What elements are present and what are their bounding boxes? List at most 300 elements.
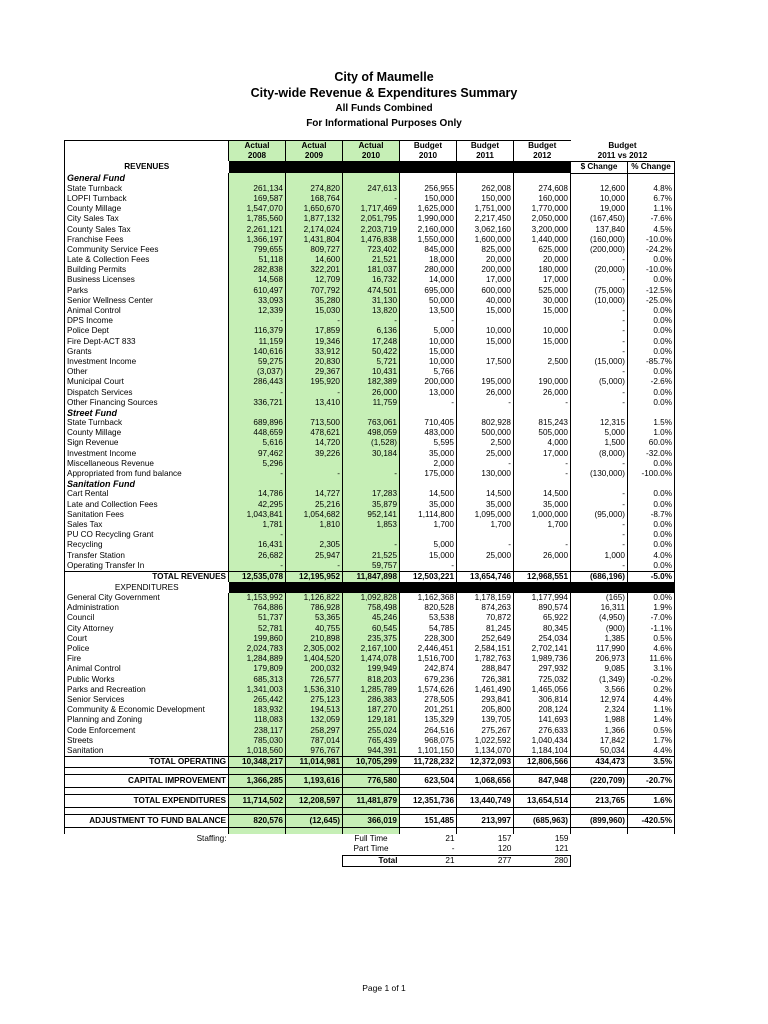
cell: 200,000 (400, 377, 457, 387)
col-pct-change: % Change (628, 161, 675, 173)
cell: 5,616 (229, 438, 286, 448)
cell: -1.1% (628, 624, 675, 634)
cell: 15,030 (286, 306, 343, 316)
cell: 258,297 (286, 725, 343, 735)
total-revenues-row (65, 571, 675, 582)
table-row (65, 705, 675, 715)
cell: 15,000 (514, 337, 571, 347)
table-row (65, 296, 675, 306)
staffing-type: Total (343, 855, 400, 866)
cell: -0.2% (628, 675, 675, 685)
cell: 150,000 (457, 194, 514, 204)
row-label: Sign Revenue (65, 438, 229, 448)
cell: 610,497 (229, 286, 286, 296)
cell: -32.0% (628, 449, 675, 459)
cell: 11.6% (628, 654, 675, 664)
cell: 1,547,070 (229, 204, 286, 214)
table-row (65, 255, 675, 265)
cell: 26,000 (457, 387, 514, 397)
cell: 0.0% (628, 489, 675, 499)
cell: 169,587 (229, 194, 286, 204)
cell: 14,568 (229, 275, 286, 285)
cell: 1,625,000 (400, 204, 457, 214)
cell: 1,153,992 (229, 593, 286, 603)
cell: 764,886 (229, 603, 286, 613)
cell: -10.0% (628, 265, 675, 275)
cell: 2,203,719 (343, 224, 400, 234)
cell: 25,000 (457, 449, 514, 459)
cell: 17,500 (457, 357, 514, 367)
cell: 1,990,000 (400, 214, 457, 224)
cell: -7.6% (628, 214, 675, 224)
cell: 33,912 (286, 347, 343, 357)
cell: 117,990 (571, 644, 628, 654)
cell: 710,405 (400, 418, 457, 428)
table-row (65, 367, 675, 377)
row-label: Senior Wellness Center (65, 296, 229, 306)
cell: 3.1% (628, 664, 675, 674)
table-row (65, 664, 675, 674)
section-header (65, 173, 675, 184)
cell: 1,114,800 (400, 510, 457, 520)
row-label: Senior Services (65, 695, 229, 705)
table-row (65, 603, 675, 613)
row-label: Sales Tax (65, 520, 229, 530)
cell (286, 530, 343, 540)
table-row (65, 438, 675, 448)
cell: 1,000 (571, 550, 628, 560)
cell: 278,505 (400, 695, 457, 705)
cell: 15,000 (457, 306, 514, 316)
staffing-2011: 120 (497, 844, 512, 854)
cell: 40,000 (457, 296, 514, 306)
cell (514, 530, 571, 540)
cell: 890,574 (514, 603, 571, 613)
cell: 0.0% (628, 316, 675, 326)
cell: 11,014,981 (286, 757, 343, 768)
report-scope: All Funds Combined (335, 103, 433, 114)
row-label: Cart Rental (65, 489, 229, 499)
cell: 15,000 (400, 550, 457, 560)
cell: 2,584,151 (457, 644, 514, 654)
cell: 0.5% (628, 725, 675, 735)
cell: (899,960) (571, 815, 628, 828)
cell: 1.0% (628, 428, 675, 438)
cell: -2.6% (628, 377, 675, 387)
row-label: CAPITAL IMPROVEMENT (65, 775, 229, 788)
cell: 190,000 (514, 377, 571, 387)
spacer-row (65, 808, 675, 815)
staffing-2012: 121 (554, 844, 569, 854)
summary-table (64, 140, 675, 867)
cell: 1,285,789 (343, 685, 400, 695)
cell: 19,346 (286, 337, 343, 347)
cell: 1,054,682 (286, 510, 343, 520)
cell: - (229, 561, 286, 572)
cell: (5,000) (571, 377, 628, 387)
cell: 182,389 (343, 377, 400, 387)
cell: -10.0% (628, 235, 675, 245)
cell: 13,410 (286, 398, 343, 408)
cell: 12,806,566 (514, 757, 571, 768)
cell: 1.6% (628, 795, 675, 808)
cell: 14,000 (400, 275, 457, 285)
cell: 14,500 (457, 489, 514, 499)
cell: 39,226 (286, 449, 343, 459)
cell: 498,059 (343, 428, 400, 438)
cell: 179,809 (229, 664, 286, 674)
cell: 187,270 (343, 705, 400, 715)
cell: 1,770,000 (514, 204, 571, 214)
staffing-row (65, 834, 675, 844)
cell: 723,402 (343, 245, 400, 255)
cell: 17,000 (457, 275, 514, 285)
cell: 13,654,514 (514, 795, 571, 808)
cell: - (514, 540, 571, 550)
row-label: Late and Collection Fees (65, 500, 229, 510)
cell: 1,536,310 (286, 685, 343, 695)
cell: 1,700 (514, 520, 571, 530)
cell: (160,000) (571, 235, 628, 245)
table-row (65, 398, 675, 408)
cell: 0.0% (628, 337, 675, 347)
row-label: State Turnback (65, 184, 229, 194)
staffing-2010: 21 (400, 855, 457, 866)
cell: 80,345 (514, 624, 571, 634)
cell: 141,693 (514, 715, 571, 725)
row-label: Sanitation Fees (65, 510, 229, 520)
cell: 11,847,898 (343, 571, 400, 582)
cell: 1,700 (457, 520, 514, 530)
cell: 293,841 (457, 695, 514, 705)
cell: 785,030 (229, 736, 286, 746)
cell: 0.0% (628, 459, 675, 469)
row-label: Dispatch Services (65, 387, 229, 397)
row-label: Police Dept (65, 326, 229, 336)
cell: 1,341,003 (229, 685, 286, 695)
report-note: For Informational Purposes Only (306, 118, 462, 129)
cell: 264,516 (400, 725, 457, 735)
cell: 205,800 (457, 705, 514, 715)
cell: 1,040,434 (514, 736, 571, 746)
cell: - (571, 347, 628, 357)
cell: (685,963) (514, 815, 571, 828)
cell: 1,101,150 (400, 746, 457, 757)
cell: 200,000 (457, 265, 514, 275)
cell: 4.6% (628, 644, 675, 654)
row-label: Code Enforcement (65, 725, 229, 735)
cell: 1,068,656 (457, 775, 514, 788)
staffing-row (65, 855, 675, 866)
cell: 1,465,056 (514, 685, 571, 695)
cell: 4.4% (628, 746, 675, 757)
section-revenues: REVENUES (65, 161, 229, 173)
row-label: Community Service Fees (65, 245, 229, 255)
cell: - (571, 255, 628, 265)
cell: 4.4% (628, 695, 675, 705)
cell: 14,720 (286, 438, 343, 448)
cell: 1,574,626 (400, 685, 457, 695)
cell: 4.0% (628, 550, 675, 560)
cell: 5,766 (400, 367, 457, 377)
staffing-2011: 277 (457, 855, 514, 866)
cell: (15,000) (571, 357, 628, 367)
cell: - (343, 540, 400, 550)
cell: 0.0% (628, 387, 675, 397)
cell: 625,000 (514, 245, 571, 255)
section-expenditures: EXPENDITURES (65, 582, 229, 593)
cell: 758,498 (343, 603, 400, 613)
cell: 21,521 (343, 255, 400, 265)
cell: 6,136 (343, 326, 400, 336)
cell: 5,721 (343, 357, 400, 367)
cell: 1,385 (571, 634, 628, 644)
cell: 208,124 (514, 705, 571, 715)
cell: 1,366,285 (229, 775, 286, 788)
row-label: County Sales Tax (65, 224, 229, 234)
cell: 2,500 (457, 438, 514, 448)
cell: 1,022,592 (457, 736, 514, 746)
col-actual-2008: Actual 2008 (229, 141, 286, 162)
cell: 255,024 (343, 725, 400, 735)
cell: 944,391 (343, 746, 400, 757)
cell: 776,580 (343, 775, 400, 788)
row-label: Franchise Fees (65, 235, 229, 245)
cell: 274,820 (286, 184, 343, 194)
cell: 256,955 (400, 184, 457, 194)
cell: 4.8% (628, 184, 675, 194)
spacer-row (65, 788, 675, 795)
cell: -100.0% (628, 469, 675, 479)
col-actual-2010: Actual 2010 (343, 141, 400, 162)
cell: 0.0% (628, 275, 675, 285)
page-footer: Page 1 of 1 (362, 983, 406, 993)
cell: 1.4% (628, 715, 675, 725)
row-label: Parks (65, 286, 229, 296)
row-label: Animal Control (65, 306, 229, 316)
table-row (65, 550, 675, 560)
row-label: Streets (65, 736, 229, 746)
cell: 25,000 (457, 550, 514, 560)
cell: - (571, 540, 628, 550)
cell: 1.5% (628, 418, 675, 428)
cell: 1,476,838 (343, 235, 400, 245)
staffing-2010: - (451, 844, 455, 854)
table-row (65, 675, 675, 685)
cell: 35,000 (400, 500, 457, 510)
cell: 180,000 (514, 265, 571, 275)
cell: 70,872 (457, 613, 514, 623)
cell: - (343, 316, 400, 326)
cell: 306,814 (514, 695, 571, 705)
cell: 14,600 (286, 255, 343, 265)
cell: 3,566 (571, 685, 628, 695)
cell: - (457, 540, 514, 550)
expenditures-header (65, 582, 675, 593)
cell: 1,988 (571, 715, 628, 725)
cell: 282,838 (229, 265, 286, 275)
cell: 238,117 (229, 725, 286, 735)
row-label: Sanitation (65, 746, 229, 757)
table-row (65, 510, 675, 520)
table-row (65, 347, 675, 357)
row-label: Other (65, 367, 229, 377)
row-label: Other Financing Sources (65, 398, 229, 408)
cell: 2,324 (571, 705, 628, 715)
table-row (65, 540, 675, 550)
cell: 60.0% (628, 438, 675, 448)
cell (457, 530, 514, 540)
cell: 1,650,670 (286, 204, 343, 214)
cell: - (286, 387, 343, 397)
cell: 3,062,160 (457, 224, 514, 234)
cell: 11,714,502 (229, 795, 286, 808)
staffing-type: Full Time (354, 834, 388, 844)
staffing-type: Part Time (353, 844, 389, 854)
spacer-row (65, 768, 675, 775)
cell: - (571, 398, 628, 408)
table-row (65, 306, 675, 316)
cell: 50,422 (343, 347, 400, 357)
cell: 2,702,141 (514, 644, 571, 654)
cell: 213,765 (571, 795, 628, 808)
cell: (3,037) (229, 367, 286, 377)
cell: 11,159 (229, 337, 286, 347)
table-row (65, 459, 675, 469)
cell: 33,093 (229, 296, 286, 306)
row-label: Fire Dept-ACT 833 (65, 337, 229, 347)
table-row (65, 357, 675, 367)
cell: - (571, 489, 628, 499)
section-header (65, 408, 675, 418)
cell: 478,621 (286, 428, 343, 438)
cell: 210,898 (286, 634, 343, 644)
table-row (65, 265, 675, 275)
cell: 200,032 (286, 664, 343, 674)
cell: -7.0% (628, 613, 675, 623)
cell: 815,243 (514, 418, 571, 428)
staffing-2012: 280 (514, 855, 571, 866)
cell: (686,196) (571, 571, 628, 582)
cell: 695,000 (400, 286, 457, 296)
cell: 15,000 (514, 306, 571, 316)
cell: 13,440,749 (457, 795, 514, 808)
cell: 206,973 (571, 654, 628, 664)
cell: 5,000 (571, 428, 628, 438)
table-row (65, 316, 675, 326)
cell: 10,000 (457, 326, 514, 336)
cell: 1,440,000 (514, 235, 571, 245)
cell: 10,431 (343, 367, 400, 377)
cell: 45,246 (343, 613, 400, 623)
cell: 802,928 (457, 418, 514, 428)
row-label: Animal Control (65, 664, 229, 674)
cell: 275,123 (286, 695, 343, 705)
row-label: TOTAL EXPENDITURES (65, 795, 229, 808)
cell: 17,000 (514, 275, 571, 285)
cell: 12,974 (571, 695, 628, 705)
cell: 1,810 (286, 520, 343, 530)
cell: 623,504 (400, 775, 457, 788)
cell: 713,500 (286, 418, 343, 428)
cell: 10,705,299 (343, 757, 400, 768)
col-budget-2010: Budget 2010 (400, 141, 457, 162)
cell: 16,732 (343, 275, 400, 285)
total-expenditures-row (65, 795, 675, 808)
cell: 195,000 (457, 377, 514, 387)
row-label: Miscellaneous Revenue (65, 459, 229, 469)
cell: 35,879 (343, 500, 400, 510)
cell: (1,349) (571, 675, 628, 685)
table-row (65, 530, 675, 540)
cell: - (571, 367, 628, 377)
cell: 129,181 (343, 715, 400, 725)
table-row (65, 377, 675, 387)
cell: 5,000 (400, 326, 457, 336)
table-row (65, 286, 675, 296)
cell: 13,500 (400, 306, 457, 316)
row-label: TOTAL OPERATING (65, 757, 229, 768)
cell: 50,034 (571, 746, 628, 757)
cell: - (571, 530, 628, 540)
cell: -85.7% (628, 357, 675, 367)
cell: 0.0% (628, 561, 675, 572)
cell: 483,000 (400, 428, 457, 438)
cell: 0.0% (628, 500, 675, 510)
cell: - (286, 561, 343, 572)
cell: 0.0% (628, 367, 675, 377)
cell: - (514, 398, 571, 408)
table-row (65, 613, 675, 623)
table-row (65, 235, 675, 245)
cell: 707,792 (286, 286, 343, 296)
table-row (65, 634, 675, 644)
cell: 139,705 (457, 715, 514, 725)
cell: 59,757 (343, 561, 400, 572)
cell: 53,365 (286, 613, 343, 623)
cell: 5,296 (229, 459, 286, 469)
cell: 2,051,795 (343, 214, 400, 224)
row-label: Late & Collection Fees (65, 255, 229, 265)
cell: 13,654,746 (457, 571, 514, 582)
cell: 2,446,451 (400, 644, 457, 654)
row-label: DPS Income (65, 316, 229, 326)
cell: 130,000 (457, 469, 514, 479)
cell: 26,682 (229, 550, 286, 560)
cell: 0.0% (628, 255, 675, 265)
cell: 1,717,469 (343, 204, 400, 214)
cell (343, 530, 400, 540)
cell: 12,600 (571, 184, 628, 194)
cell: 1,404,520 (286, 654, 343, 664)
cell: 53,538 (400, 613, 457, 623)
table-row (65, 245, 675, 255)
cell: -8.7% (628, 510, 675, 520)
cell: 40,755 (286, 624, 343, 634)
cell: (95,000) (571, 510, 628, 520)
row-label: Investment Income (65, 357, 229, 367)
table-row (65, 624, 675, 634)
cell: 17,859 (286, 326, 343, 336)
staffing-2010: 21 (445, 834, 455, 844)
cell: 1.7% (628, 736, 675, 746)
cell: 35,280 (286, 296, 343, 306)
cell: -5.0% (628, 571, 675, 582)
table-row (65, 561, 675, 572)
cell: 1,184,104 (514, 746, 571, 757)
cell: 1,095,000 (457, 510, 514, 520)
cell: 51,737 (229, 613, 286, 623)
